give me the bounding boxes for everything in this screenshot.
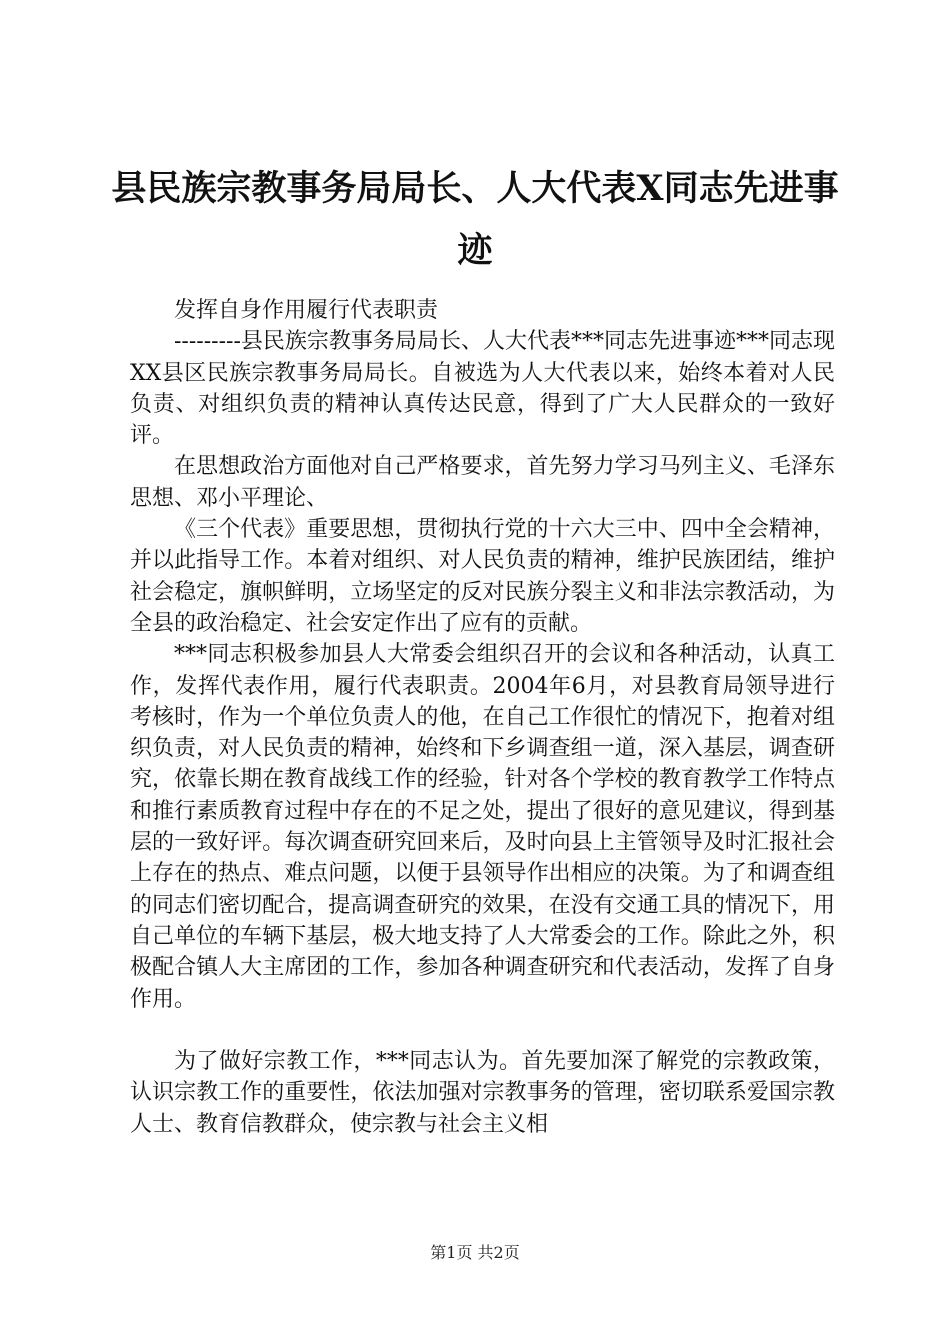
page-footer: 第1页 共2页 (430, 1243, 520, 1262)
document-body (130, 295, 835, 1140)
paragraph-spacer (130, 1015, 835, 1046)
paragraph-subtitle: 发挥自身作用履行代表职责 (174, 298, 439, 323)
paragraph-political: 在思想政治方面他对自己严格要求，首先努力学习马列主义、毛泽东思想、邓小平理论、 (130, 454, 835, 511)
paragraph-activities: ***同志积极参加县人大常委会组织召开的会议和各种活动，认真工作，发挥代表作用，履行代表职责。2004年6月，对县教育局领导进行考核时，作为一个单位负责人的他，在自己工作很忙的情况下，抱着对组织负责，对人民负责的精神，始终和下乡调查组一道，深入基层，调查研究，依靠长期在教育战线工作的经验，针对各个学校的教育教学工作特点和推行素质教育过程中存在的不足之处，提出了很好的意见建议，得到基层的一致好评。每次调查研究回来后，及时向县上主管领导及时汇报社会上存在的热点、难点问题，以便于县领导作出相应的决策。为了和调查组的同志们密切配合，提高调查研究的效果，在没有交通工具的情况下，用自己单位的车辆下基层，极大地支持了人大常委会的工作。除此之外，积极配合镇人大主席团的工作，参加各种调查研究和代表活动，发挥了自身作用。 (130, 642, 835, 1012)
paragraph-intro: ---------县民族宗教事务局局长、人大代表***同志先进事迹***同志现XX县区民族宗教事务局局长。自被选为人大代表以来，始终本着对人民负责、对组织负责的精神认真传达民意，得到了广大人民群众的一致好评。 (130, 329, 835, 449)
document-title: 县民族宗教事务局局长、人大代表X同志先进事迹 (111, 168, 839, 271)
paragraph-three-represents: 《三个代表》重要思想，贯彻执行党的十六大三中、四中全会精神，并以此指导工作。本着对组织、对人民负责的精神，维护民族团结，维护社会稳定，旗帜鲜明，立场坚定的反对民族分裂主义和非法宗教活动，为全县的政治稳定、社会安定作出了应有的贡献。 (130, 517, 835, 636)
paragraph-religion: 为了做好宗教工作，***同志认为。首先要加深了解党的宗教政策，认识宗教工作的重要性，依法加强对宗教事务的管理，密切联系爱国宗教人士、教育信教群众，使宗教与社会主义相 (130, 1049, 835, 1137)
